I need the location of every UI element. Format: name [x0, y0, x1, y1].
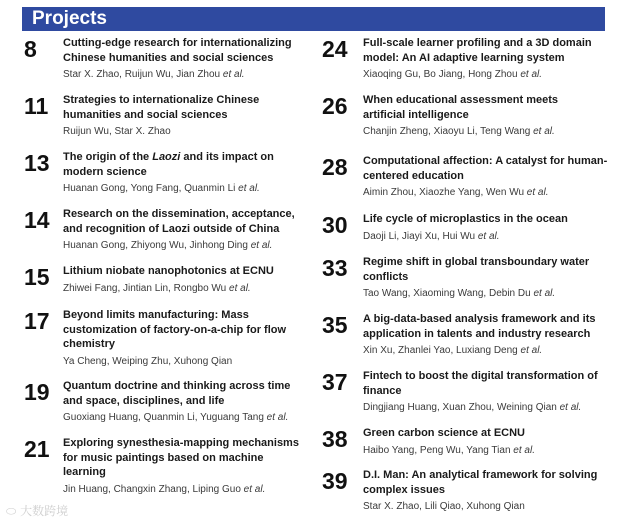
project-authors: Tao Wang, Xiaoming Wang, Debin Du et al. [363, 288, 556, 299]
project-title: Green carbon science at ECNU [363, 427, 526, 439]
project-title: Computational affection: A catalyst for human-centered education [363, 155, 608, 182]
page-number: 39 [322, 468, 348, 494]
page-number: 8 [24, 36, 37, 62]
project-title: Strategies to internationalize Chinese humanities and social sciences [63, 94, 260, 121]
project-title: A big-data-based analysis framework and its application in talents and industry research [363, 313, 596, 340]
page-number: 17 [24, 308, 50, 334]
watermark [6, 503, 68, 519]
project-authors: Jin Huang, Changxin Zhang, Liping Guo et al. [63, 483, 266, 495]
project-title: Fintech to boost the digital transformation of finance [363, 370, 598, 397]
project-authors: Guoxiang Huang, Quanmin Li, Yuguang Tang et al. [63, 412, 289, 423]
project-authors: Chanjin Zheng, Xiaoyu Li, Teng Wang et al. [363, 126, 555, 137]
page-number: 13 [24, 150, 50, 176]
page-number: 11 [24, 93, 49, 119]
project-authors: Ruijun Wu, Star X. Zhao [63, 126, 171, 137]
page-number: 35 [322, 312, 348, 338]
page-number: 14 [24, 207, 50, 233]
project-authors: Ya Cheng, Weiping Zhu, Xuhong Qian [63, 355, 233, 367]
page-number: 37 [322, 369, 348, 395]
project-authors: Huanan Gong, Yong Fang, Quanmin Li et al. [63, 183, 260, 194]
project-title: Full-scale learner profiling and a 3D domain model: An AI adaptive learning system [363, 37, 592, 64]
page-number: 21 [24, 436, 50, 462]
page-number: 38 [322, 426, 348, 452]
project-title: Life cycle of microplastics in the ocean [363, 213, 568, 225]
project-authors: Star X. Zhao, Lili Qiao, Xuhong Qian [363, 501, 525, 512]
page-number: 33 [322, 255, 348, 281]
project-authors: Haibo Yang, Peng Wu, Yang Tian et al. [363, 444, 535, 456]
project-title: Lithium niobate nanophotonics at ECNU [63, 265, 274, 277]
project-authors: Daoji Li, Jiayi Xu, Hui Wu et al. [363, 230, 500, 242]
page-number: 24 [322, 36, 348, 62]
section-header-bar [22, 7, 605, 31]
watermark-logo-icon: ⬭ [6, 504, 17, 518]
project-title: Quantum doctrine and thinking across time and space, disciplines, and life [63, 380, 291, 407]
project-title: The origin of the Laozi and its impact on modern science [63, 151, 274, 178]
project-authors: Zhiwei Fang, Jintian Lin, Rongbo Wu et al. [63, 282, 251, 294]
project-authors: Aimin Zhou, Xiaozhe Yang, Wen Wu et al. [363, 187, 549, 198]
project-authors: Huanan Gong, Zhiyong Wu, Jinhong Ding et al. [63, 240, 273, 251]
project-authors: Xiaoqing Gu, Bo Jiang, Hong Zhou et al. [363, 69, 543, 80]
watermark-text: 大数跨境 [20, 504, 69, 518]
project-title: D.I. Man: An analytical framework for solving complex issues [363, 469, 598, 496]
project-title: When educational assessment meets artificial intelligence [363, 94, 559, 121]
project-authors: Xin Xu, Zhanlei Yao, Luxiang Deng et al. [363, 345, 543, 356]
section-title: Projects [32, 8, 107, 29]
project-authors: Star X. Zhao, Ruijun Wu, Jian Zhou et al. [63, 69, 245, 80]
page-number: 28 [322, 154, 348, 180]
page-number: 26 [322, 93, 348, 119]
project-title: Research on the dissemination, acceptance, and recognition of Laozi outside of China [63, 208, 295, 235]
page-number: 15 [24, 264, 50, 290]
project-authors: Dingjiang Huang, Xuan Zhou, Weining Qian et al. [363, 402, 582, 413]
project-title: Regime shift in global transboundary water conflicts [363, 256, 590, 283]
page-number: 19 [24, 379, 50, 405]
page-number: 30 [322, 212, 348, 238]
project-title: Cutting-edge research for internationalizing Chinese humanities and social sciences [63, 37, 292, 64]
project-title: Beyond limits manufacturing: Mass customization of factory-on-a-chip for flow chemistry [63, 309, 287, 350]
project-title: Exploring synesthesia-mapping mechanisms for music paintings based on machine learning [63, 437, 299, 478]
